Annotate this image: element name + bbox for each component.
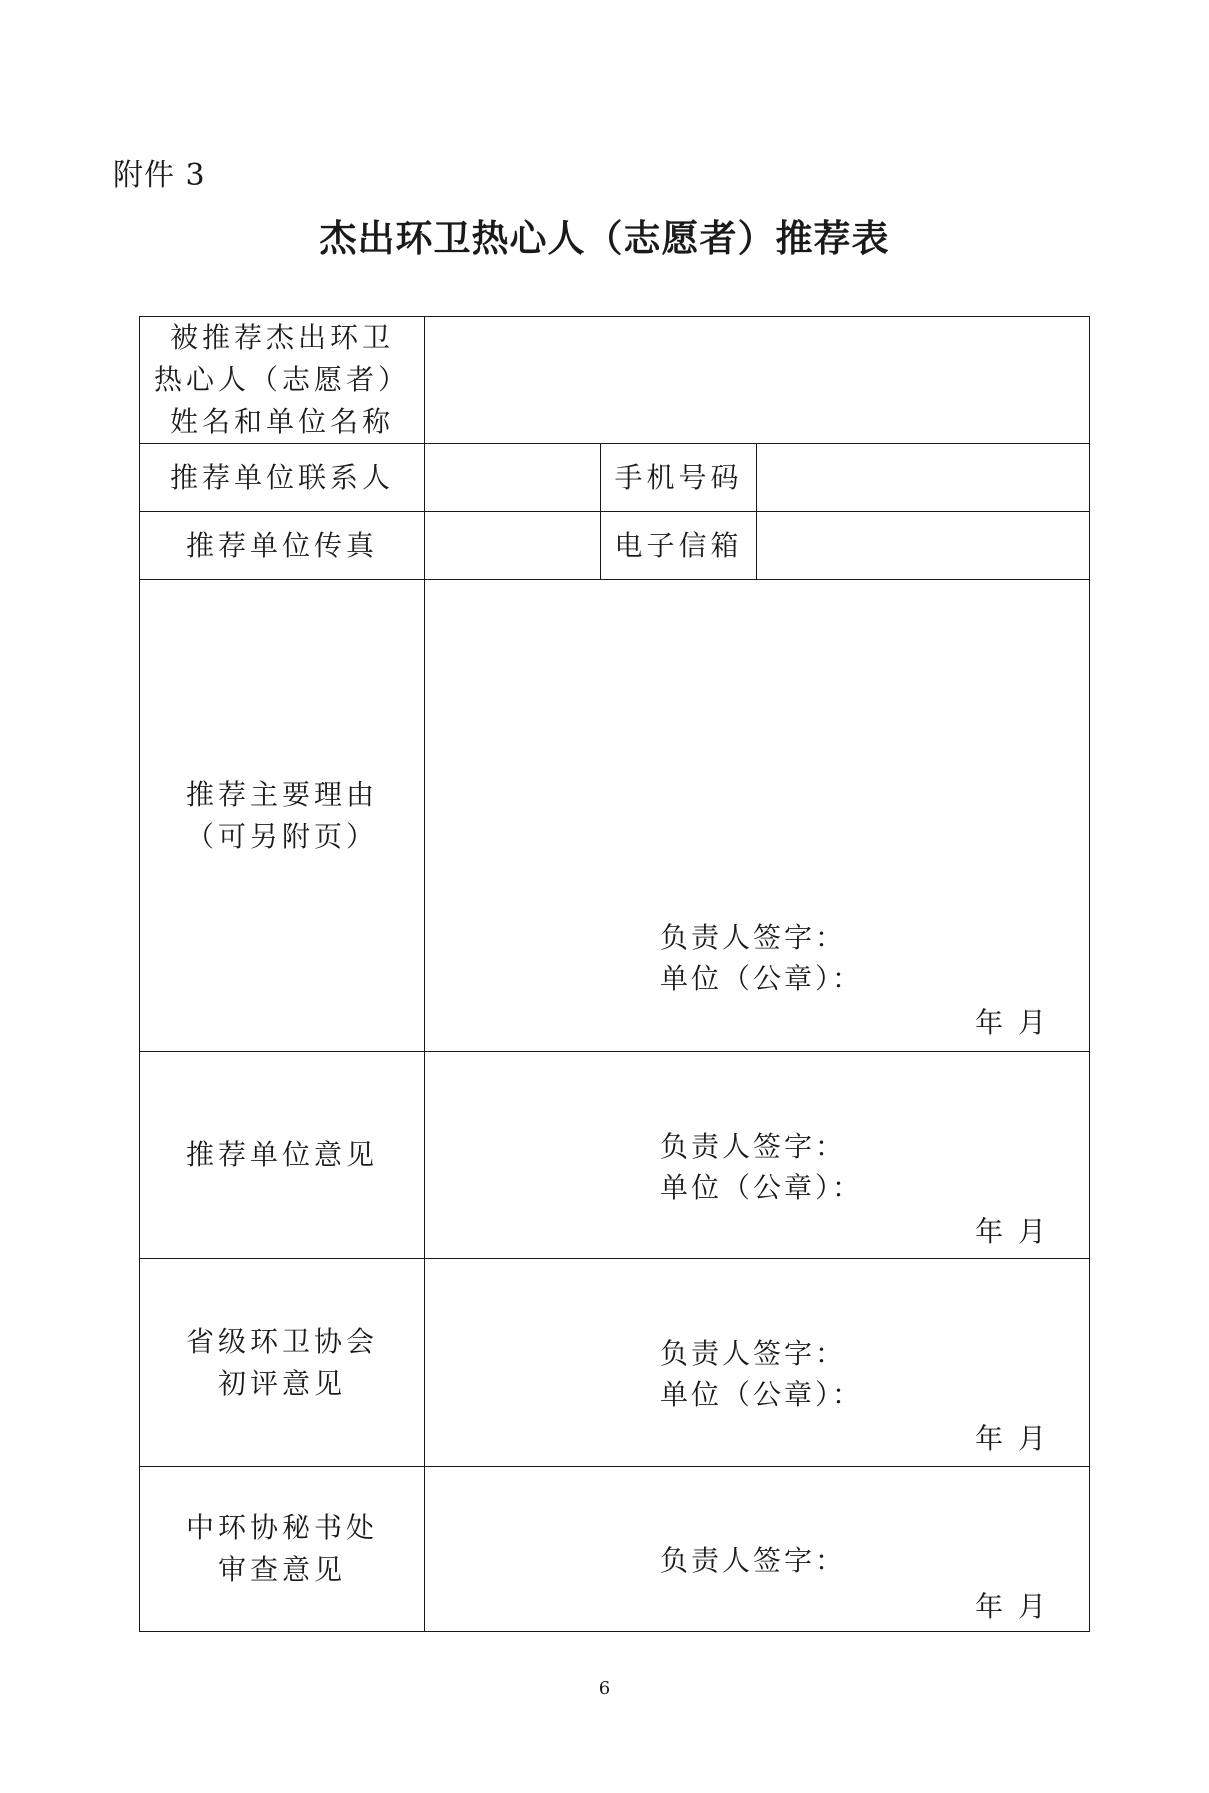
recommendation-form-table: [139, 316, 1090, 1632]
unit-opinion-label: 推荐单位意见: [140, 1052, 425, 1259]
signature-label: 负责人签字：: [660, 1544, 847, 1577]
email-field[interactable]: [757, 512, 1090, 580]
email-label: 电子信箱: [601, 512, 757, 580]
row-secretariat: [140, 1467, 1090, 1632]
signature-label: 负责人签字：: [660, 921, 847, 954]
date-label: 年 月: [975, 1422, 1050, 1455]
row-provincial: [140, 1259, 1090, 1467]
form-title: 杰出环卫热心人（志愿者）推荐表: [319, 217, 890, 260]
seal-label: 单位（公章）：: [660, 1171, 864, 1204]
secretariat-field[interactable]: [425, 1467, 1090, 1632]
provincial-label: 省级环卫协会 初评意见: [140, 1259, 425, 1467]
reason-field[interactable]: [425, 580, 1090, 1052]
provincial-field[interactable]: [425, 1259, 1090, 1467]
phone-field[interactable]: [757, 444, 1090, 512]
fax-field[interactable]: [425, 512, 601, 580]
fax-label: 推荐单位传真: [140, 512, 425, 580]
row-contact: [140, 444, 1090, 512]
provincial-signature-block: [425, 1259, 1089, 1467]
unit-opinion-field[interactable]: [425, 1052, 1090, 1259]
secretariat-signature-block: [425, 1467, 1089, 1632]
date-label: 年 月: [975, 1215, 1050, 1248]
page-number: 6: [598, 1678, 611, 1699]
signature-label: 负责人签字：: [660, 1130, 847, 1163]
date-label: 年 月: [975, 1006, 1050, 1039]
phone-label: 手机号码: [601, 444, 757, 512]
row-unit-opinion: [140, 1052, 1090, 1259]
contact-label: 推荐单位联系人: [140, 444, 425, 512]
row-fax: [140, 512, 1090, 580]
attachment-label: 附件 3: [113, 158, 206, 193]
reason-signature-block: [425, 580, 1089, 1052]
contact-field[interactable]: [425, 444, 601, 512]
nominee-label: 被推荐杰出环卫 热心人（志愿者） 姓名和单位名称: [140, 317, 425, 444]
reason-label: 推荐主要理由 （可另附页）: [140, 580, 425, 1052]
seal-label: 单位（公章）：: [660, 962, 864, 995]
seal-label: 单位（公章）：: [660, 1378, 864, 1411]
row-reason: [140, 580, 1090, 1052]
secretariat-label: 中环协秘书处 审查意见: [140, 1467, 425, 1632]
unit-signature-block: [425, 1052, 1089, 1259]
date-label: 年 月: [975, 1590, 1050, 1623]
signature-label: 负责人签字：: [660, 1337, 847, 1370]
row-nominee: [140, 317, 1090, 444]
nominee-field[interactable]: [425, 317, 1090, 444]
